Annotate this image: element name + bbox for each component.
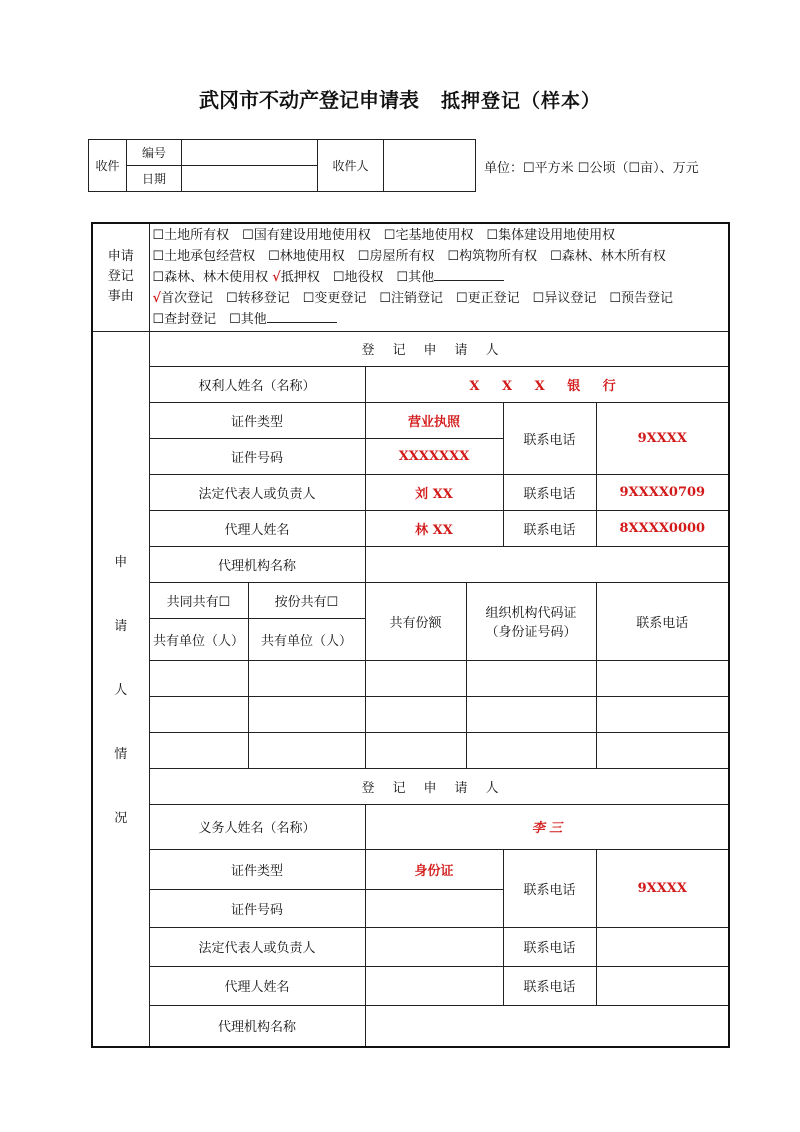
id-number-label: 证件号码 — [149, 438, 365, 474]
co-owner-cell[interactable] — [596, 696, 729, 732]
joint-ownership-option[interactable]: 共同共有☐ — [149, 582, 248, 618]
obligee-name-label: 权利人姓名（名称） — [149, 366, 365, 402]
agent-phone-value[interactable]: 8XXXX0000 — [596, 510, 729, 546]
obligor-id-type-label: 证件类型 — [149, 849, 365, 889]
receiver-label: 收件人 — [318, 140, 384, 192]
rights-line-2: ☐土地承包经营权 ☐林地使用权 ☐房屋所有权 ☐构筑物所有权 ☐森林、林木所有权 — [152, 248, 666, 264]
co-owner-cell[interactable] — [365, 732, 466, 768]
reason-options[interactable] — [149, 223, 729, 331]
number-label: 编号 — [127, 140, 182, 166]
agent-value[interactable]: 林 XX — [365, 510, 503, 546]
co-owner-cell[interactable] — [596, 660, 729, 696]
date-label: 日期 — [127, 166, 182, 192]
obligor-legal-rep-value[interactable] — [365, 927, 503, 966]
obligor-legal-rep-label: 法定代表人或负责人 — [149, 927, 365, 966]
side-label-char: 况 — [114, 811, 128, 827]
legal-rep-value[interactable]: 刘 XX — [365, 474, 503, 510]
obligor-agent-phone-value[interactable] — [596, 966, 729, 1005]
co-owner-cell[interactable] — [248, 660, 365, 696]
obligor-agency-value[interactable] — [365, 1005, 729, 1047]
agency-value[interactable] — [365, 546, 729, 582]
org-code-label — [466, 582, 596, 660]
reason-label-line: 登记 — [107, 269, 134, 285]
side-label-char: 申 — [114, 555, 128, 571]
obligor-name-value[interactable]: 李 三 — [365, 804, 729, 849]
unit-text: 单位：☐平方米 ☐公顷（☐亩）、万元 — [484, 161, 699, 176]
types-line-2-text: ☐查封登记 ☐其他 — [152, 311, 267, 327]
co-owner-cell[interactable] — [149, 732, 248, 768]
co-owner-cell[interactable] — [365, 696, 466, 732]
rights-line-3-start: ☐森林、林木使用权 — [152, 269, 273, 285]
applicant-side-label — [92, 331, 149, 1047]
obligor-agent-phone-label: 联系电话 — [503, 966, 596, 1005]
agency-label: 代理机构名称 — [149, 546, 365, 582]
receipt-table — [88, 139, 476, 192]
co-owner-cell[interactable] — [466, 660, 596, 696]
applicant-header: 登记申请人 — [149, 331, 729, 366]
legal-rep-phone-value[interactable]: 9XXXX0709 — [596, 474, 729, 510]
obligor-contact-label: 联系电话 — [503, 849, 596, 927]
co-owner-cell[interactable] — [466, 696, 596, 732]
org-code-label-line: 组织机构代码证 — [485, 606, 577, 621]
first-registration-check-icon: √ — [152, 290, 162, 306]
side-label-char: 请 — [114, 619, 128, 635]
rights-line-3-end: 抵押权 ☐地役权 ☐其他 — [280, 269, 435, 285]
applicant-header-2: 登记申请人 — [149, 768, 729, 804]
receive-label: 收件 — [89, 140, 127, 192]
other-blank[interactable] — [434, 268, 504, 281]
joint-unit-label: 共有单位（人） — [149, 618, 248, 660]
obligor-agency-label: 代理机构名称 — [149, 1005, 365, 1047]
application-table — [91, 222, 730, 1048]
receiver-field[interactable] — [384, 140, 476, 192]
side-label-char: 人 — [114, 683, 128, 699]
page-title — [0, 84, 800, 113]
obligor-id-number-value[interactable] — [365, 889, 503, 927]
obligor-legal-rep-phone-label: 联系电话 — [503, 927, 596, 966]
reason-label — [92, 223, 149, 331]
types-line-1 — [153, 288, 729, 309]
types-line-2 — [153, 309, 729, 330]
obligor-id-number-label: 证件号码 — [149, 889, 365, 927]
legal-rep-label: 法定代表人或负责人 — [149, 474, 365, 510]
contact-label: 联系电话 — [503, 402, 596, 474]
other-type-blank[interactable] — [267, 310, 337, 323]
contact-value[interactable]: 9XXXX — [596, 402, 729, 474]
reason-label-line: 事由 — [107, 289, 134, 305]
mortgage-check-icon: √ — [272, 269, 281, 285]
rights-line-3 — [153, 267, 729, 288]
co-owner-cell[interactable] — [365, 660, 466, 696]
form-subtitle: 抵押登记（样本） — [440, 90, 601, 112]
date-field[interactable] — [182, 166, 318, 192]
id-type-value[interactable]: 营业执照 — [365, 402, 503, 438]
obligor-name-label: 义务人姓名（名称） — [149, 804, 365, 849]
share-ownership-option[interactable]: 按份共有☐ — [248, 582, 365, 618]
number-field[interactable] — [182, 140, 318, 166]
reason-label-line: 申请 — [107, 249, 134, 265]
obligor-legal-rep-phone-value[interactable] — [596, 927, 729, 966]
share-amount-label: 共有份额 — [365, 582, 466, 660]
rights-line-1: ☐土地所有权 ☐国有建设用地使用权 ☐宅基地使用权 ☐集体建设用地使用权 — [152, 227, 616, 243]
legal-rep-phone-label: 联系电话 — [503, 474, 596, 510]
share-contact-label: 联系电话 — [596, 582, 729, 660]
co-owner-cell[interactable] — [596, 732, 729, 768]
side-label-char: 情 — [114, 747, 128, 763]
obligee-name-value[interactable]: X X X 银 行 — [365, 366, 729, 402]
co-owner-cell[interactable] — [149, 660, 248, 696]
co-owner-cell[interactable] — [149, 696, 248, 732]
agent-phone-label: 联系电话 — [503, 510, 596, 546]
obligor-id-type-value[interactable]: 身份证 — [365, 849, 503, 889]
co-owner-cell[interactable] — [248, 732, 365, 768]
share-unit-label: 共有单位（人） — [248, 618, 365, 660]
org-code-label-line: （身份证号码） — [485, 625, 577, 640]
agent-label: 代理人姓名 — [149, 510, 365, 546]
types-line-1-text: 首次登记 ☐转移登记 ☐变更登记 ☐注销登记 ☐更正登记 ☐异议登记 ☐预告登记 — [161, 290, 673, 306]
form-title: 武冈市不动产登记申请表 — [198, 88, 419, 112]
obligor-agent-value[interactable] — [365, 966, 503, 1005]
obligor-agent-label: 代理人姓名 — [149, 966, 365, 1005]
co-owner-cell[interactable] — [248, 696, 365, 732]
id-number-value[interactable]: XXXXXXX — [365, 438, 503, 474]
id-type-label: 证件类型 — [149, 402, 365, 438]
co-owner-cell[interactable] — [466, 732, 596, 768]
obligor-contact-value[interactable]: 9XXXX — [596, 849, 729, 927]
